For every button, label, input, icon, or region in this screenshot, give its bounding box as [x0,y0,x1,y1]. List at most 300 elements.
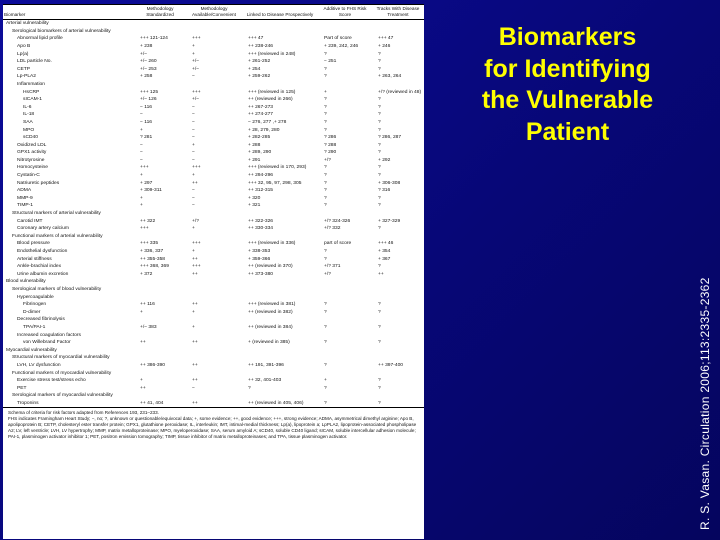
biomarker-cell: Increased coagulation factors [17,332,81,338]
rating-cell: part of score [324,241,352,247]
biomarker-cell: ADMA [17,188,32,194]
rating-cell: + [192,226,195,232]
rating-cell [372,81,424,89]
rating-cell: +/− [140,51,148,57]
rating-cell: + 372 [140,271,153,277]
rating-cell [186,81,242,89]
table-row [3,370,424,378]
header-methodology-standardized: Methodology Standardized [134,5,186,20]
rating-cell [134,332,186,340]
rating-cell: − [192,157,195,163]
rating-cell: − [192,112,195,118]
table-row [3,51,424,59]
rating-cell: ++ 322 [140,218,156,224]
rating-cell: ? [378,385,381,391]
rating-cell: ? [378,264,381,270]
rating-cell: − 276, 277 ,+ 278 [248,119,287,125]
rating-cell [372,278,424,286]
rating-cell: ? [378,340,381,346]
rating-cell: ? [324,362,327,368]
rating-cell: + [140,127,143,133]
rating-cell: + 261-252 [248,59,271,65]
rating-cell: + 291 [248,157,261,163]
rating-cell: ++ (reviewed in 405, 406) [242,400,318,408]
rating-cell: ? [378,59,381,65]
table-row [3,111,424,119]
rating-cell [372,233,424,241]
slide-title [455,22,680,148]
rating-cell: ? [378,51,381,57]
biomarker-cell: MMP-9 [17,195,33,201]
table-row [3,377,424,385]
header-linked-prospectively: Linked to Disease Prospectively [242,5,318,20]
table-row [3,392,424,400]
rating-cell [372,210,424,218]
rating-cell: ? 288 [324,142,337,148]
rating-cell: + (reviewed in 385) [248,340,290,346]
rating-cell: + 320 [248,195,261,201]
biomarker-cell: sCD40 [23,135,38,141]
table-row [3,347,424,355]
rating-cell: − [140,142,143,148]
rating-cell: − [192,195,195,201]
biomarker-cell: SAA [23,119,33,125]
rating-cell: − 116 [140,119,153,125]
title-line: Biomarkers [498,23,637,51]
table-row [3,271,424,279]
table-row [3,202,424,210]
rating-cell: ? [378,127,381,133]
rating-cell: − [140,112,143,118]
rating-cell: +++ 125 [140,89,159,95]
rating-cell: +/? 332 [324,226,341,232]
biomarker-cell: Coronary artery calcium [17,226,69,232]
biomarker-cell: Lp-PLA2 [17,74,37,80]
table-row [3,309,424,317]
rating-cell: +/− [192,97,200,103]
rating-cell: − [192,188,195,194]
rating-cell [242,278,318,286]
biomarker-cell: Apo B [17,43,31,49]
table-row [3,104,424,112]
table-row [3,73,424,81]
rating-cell [318,316,372,324]
rating-cell: +++ 32, 95, 97, 298, 305 [248,180,302,186]
biomarker-cell: Oxidized LDL [17,142,47,148]
title-line: Patient [525,117,610,146]
rating-cell [242,392,318,400]
table-row [3,81,424,89]
rating-cell [372,370,424,378]
footnote: Schema of criteria for risk factors adapted from References 193, 231–233. [8,410,159,416]
table-row [3,28,424,36]
rating-cell [134,316,186,324]
rating-cell [186,20,242,28]
table-row [3,316,424,324]
rating-cell: − [140,150,143,156]
rating-cell [242,28,318,36]
rating-cell: − [192,119,195,125]
rating-cell: +++ (reviewed in 248) [248,51,296,57]
rating-cell: ++ [192,302,198,308]
rating-cell: Part of score [324,36,352,42]
rating-cell: ? [324,66,327,72]
table-row [3,172,424,180]
rating-cell: + 306-308 [378,180,401,186]
table-image [3,4,424,539]
rating-cell: ++ (reviewed in 382) [248,309,293,315]
biomarker-cell: Urine albumin excretion [17,271,69,277]
rating-cell: ++ (reviewed in 266) [248,97,293,103]
rating-cell [318,294,372,302]
rating-cell [242,354,318,362]
rating-cell [242,332,318,340]
biomarker-cell: Lp(a) [17,51,29,57]
table-row [3,240,424,248]
biomarker-cell: Exercise stress test/stress echo [17,378,86,384]
rating-cell: ++ [192,362,198,368]
biomarker-cell: D-dimer [23,309,41,315]
rating-cell: ? [378,203,381,209]
rating-cell [372,347,424,355]
rating-cell: +++ (reviewed in 381) [248,302,296,308]
rating-cell: ? [324,309,327,315]
rating-cell: ? [324,195,327,201]
rating-cell [318,286,372,294]
rating-cell: ? 286 [324,135,337,141]
rating-cell [186,278,242,286]
rating-cell: + [140,378,143,384]
rating-cell: + 28, 279, 280 [248,127,280,133]
table-row [3,119,424,127]
rating-cell: + 338-353 [248,249,271,254]
biomarker-cell: Abnormal lipid profile [17,36,63,42]
table-row [3,195,424,203]
biomarker-cell: Natriuretic peptides [17,180,60,186]
rating-cell: + 309-311 [140,188,162,194]
rating-cell: +++ [192,241,201,247]
table-row [3,20,424,28]
rating-cell [242,370,318,378]
rating-cell: ++ 397-400 [378,362,404,368]
rating-cell [134,28,186,36]
table-row [3,256,424,264]
rating-cell: ? [248,385,251,391]
table-row [3,385,424,393]
rating-cell: +++ 335 [140,241,159,247]
table-row [3,134,424,142]
table-row [3,157,424,165]
rating-cell: +/? 371 [324,264,341,270]
footnote: FHS indicates Framingham Heart Study; −, no; ?, unknown or questionable/equivocal data; +, some evidence; ++, good evidence; +++, strong evidence; ADMA, asymmetrical dimethyl arginine; Apo B, apolipoprotein B; CETP, cholesteryl ester transfer protein; GPX1, glutathione peroxidase; IL, interleukin; IMT, intimal-medial thickness; Lp(a), lipoprotein a; LpPLA2, lipoprotein-associated phospholipase A2; LV, left ventricle; LVH, LV hypertrophy; MMP, matrix metalloproteinase; MPO, myeloperoxidase; SAA, serum amyloid A; sCD40, soluble CD40 ligand; sICAM, soluble intercellular adhesion molecule; PAI-1, plasminogen activator inhibitor 1; PET, positron emission tomography; TIMP, tissue inhibitor of matrix metalloproteinases; and TPA, tissue plasminogen activator. [8,416,417,440]
rating-cell: ? 290 [324,150,337,156]
rating-cell: ++ [378,271,384,277]
rating-cell: ++ [192,256,198,262]
table-row [3,294,424,302]
rating-cell: +/− 260 [140,59,157,65]
rating-cell: +++ [192,165,201,171]
rating-cell: ? [378,195,381,201]
rating-cell [186,294,242,302]
table-row [3,225,424,233]
rating-cell [318,81,372,89]
rating-cell [134,233,186,241]
table-row [3,362,424,370]
rating-cell: ? [372,400,424,408]
biomarker-cell: Decreased fibrinolysis [17,317,65,323]
rating-cell [134,294,186,302]
rating-cell: ? 286, 287 [378,135,402,141]
rating-cell: ++ (reviewed in 384) [248,324,293,330]
rating-cell: − [192,104,195,110]
rating-cell: + 359-366 [248,256,271,262]
rating-cell: ++ [186,400,242,408]
rating-cell [134,392,186,400]
rating-cell [186,286,242,294]
rating-cell [134,370,186,378]
biomarker-cell: Blood vulnerability [6,279,46,285]
biomarker-cell: Structural markers of arterial vulnerability [12,211,101,217]
rating-cell [318,210,372,218]
rating-cell: + [192,51,195,57]
rating-cell: + 288 [248,142,261,148]
rating-cell: ? [324,74,327,80]
biomarker-cell: Structural markers of myocardial vulnerability [12,355,110,361]
rating-cell: − [192,135,195,141]
table-row [3,149,424,157]
header-additive-fhs: Additive to FHS Risk Score [318,5,372,20]
rating-cell: +/? (reviewed in 48) [378,89,422,95]
header-biomarker: Biomarker [3,5,134,20]
rating-cell: − 116 [140,104,153,110]
rating-cell: ? [378,378,381,384]
rating-cell [134,347,186,355]
citation: R. S. Vasan. Circulation 2006;113:2335-2362 [698,277,712,530]
rating-cell: ++ 116 [140,302,155,308]
rating-cell [372,28,424,36]
biomarker-cell: LVH, LV dysfunction [17,362,61,368]
rating-cell: ? [378,302,381,308]
rating-cell: ? [324,385,327,391]
rating-cell: ++ 238-246 [248,43,274,49]
rating-cell: ++ [140,340,146,346]
biomarker-cell: Myocardial vulnerability [6,347,57,353]
rating-cell: + 297 [140,180,153,186]
rating-cell: ? [324,97,327,103]
title-line: the Vulnerable [481,86,654,114]
rating-cell: ++ 355-358 [140,256,166,262]
rating-cell [242,20,318,28]
biomarker-cell: GPX1 activity [17,150,47,156]
table-row [3,142,424,150]
rating-cell: ++ 330-334 [248,226,274,232]
rating-cell [372,294,424,302]
table-row [3,43,424,51]
rating-cell: +/? [192,218,199,224]
rating-cell: ? [378,150,381,156]
rating-cell [186,392,242,400]
rating-cell: + 239, 242, 246 [324,43,359,49]
rating-cell: ? [324,302,327,308]
table-row [3,89,424,97]
rating-cell: ++ 32, 401-403 [248,378,282,384]
rating-cell: ? [378,112,381,118]
table-row [3,210,424,218]
rating-cell [134,81,186,89]
title-line: for Identifying [484,54,651,83]
rating-cell [372,392,424,400]
rating-cell: + [140,173,143,179]
rating-cell: ++ 267-273 [248,104,274,110]
biomarker-cell: Ankle-brachial index [17,264,62,270]
rating-cell: +++ 121-124 [140,36,168,42]
table-row [3,263,424,271]
rating-cell: +++ [140,226,149,232]
table-row [3,180,424,188]
rating-cell: + 367 [378,256,391,262]
table-body [3,20,424,408]
rating-cell: − [192,74,195,80]
table-row [3,164,424,172]
rating-cell [372,354,424,362]
rating-cell [318,347,372,355]
biomarker-cell: Fibrinogen [23,302,47,308]
rating-cell: + [140,309,143,315]
rating-cell [186,370,242,378]
rating-cell: ++ (reviewed in 370) [248,264,293,270]
biomarker-cell: TPA/PAI-1 [23,324,46,330]
table-row [3,66,424,74]
biomarker-cell: Troponins [3,400,134,408]
rating-cell: ++ [192,271,198,277]
table-row [3,400,424,408]
rating-cell [242,233,318,241]
header-tracks-treatment: Tracks With Disease Treatment [372,5,424,20]
rating-cell: +++ 47 [248,36,264,42]
rating-cell [372,316,424,324]
rating-cell: ++ [140,385,146,391]
rating-cell: +++ [140,165,149,171]
rating-cell: +/− 126 [140,97,157,103]
rating-cell: +/− 383 [140,324,157,330]
biomarker-cell: IL-18 [23,112,35,118]
rating-cell: +/− 253 [140,66,157,72]
rating-cell: +/? [324,271,331,277]
biomarker-cell: Cystatin-C [17,173,40,179]
table-row [3,324,424,332]
rating-cell: + 292 [378,157,391,163]
biomarker-cell: Hypercoagulable [17,294,54,300]
rating-cell [242,286,318,294]
rating-cell: ? [324,112,327,118]
rating-cell: − [192,150,195,156]
rating-cell: + [192,173,195,179]
biomarker-cell: Blood pressure [17,241,50,247]
rating-cell: ? [324,249,327,254]
rating-cell [242,210,318,218]
biomarker-cell: Inflammation [17,81,45,87]
rating-cell [186,354,242,362]
rating-cell: − [192,127,195,133]
biomarker-cell: Serological markers of blood vulnerability [12,286,102,292]
table-row [3,248,424,256]
rating-cell: + [140,203,143,209]
biomarker-cell: Homocysteine [17,165,48,171]
table-row [3,339,424,347]
rating-cell: − [140,157,143,163]
biomarker-cell: Functional markers of myocardial vulnerability [12,370,112,376]
biomarker-cell: sICAM-1 [23,97,43,103]
rating-cell: +++ 46 [378,241,394,247]
rating-cell [242,316,318,324]
rating-cell: +/? 324-326 [324,218,351,224]
biomarker-cell: Carotid IMT [17,218,43,224]
rating-cell [134,278,186,286]
rating-cell: ? [324,104,327,110]
table-row [3,187,424,195]
rating-cell [318,392,372,400]
rating-cell [372,332,424,340]
rating-cell [242,347,318,355]
biomarker-cell: LDL particle No. [17,59,52,65]
table-row [3,332,424,340]
biomarker-cell: TIMP-1 [17,203,34,209]
biomarker-cell: PET [17,385,27,391]
biomarker-cell: Arterial vulnerability [6,21,49,27]
rating-cell: + 282-285 [248,135,271,141]
rating-cell: ++ 373-380 [248,271,274,277]
rating-cell: ? [324,188,327,194]
rating-cell: + 254 [248,66,261,72]
rating-cell: +++ (reviewed in 336) [248,241,296,247]
biomarker-cell: Arterial stiffness [17,256,52,262]
rating-cell: + [192,43,195,49]
rating-cell: + 246 [378,43,391,49]
rating-cell: ? [324,165,327,171]
rating-cell [134,20,186,28]
biomarker-cell: MPO [23,127,35,133]
rating-cell: +++ (reviewed in 170, 293) [248,165,307,171]
rating-cell: ++ 41, 404 [134,400,186,408]
rating-cell: ? [324,119,327,125]
rating-cell: + 321 [248,203,261,209]
rating-cell: + [192,309,195,315]
rating-cell: ++ [192,378,198,384]
rating-cell: ? [324,180,327,186]
table-footnotes [3,408,424,440]
rating-cell: +/− [192,66,200,72]
rating-cell: ? [378,104,381,110]
rating-cell: ? [324,51,327,57]
rating-cell: ? 281 [140,135,153,141]
table-row [3,278,424,286]
rating-cell: ? 316 [378,188,391,194]
rating-cell: +++ [192,36,201,42]
table-row [3,35,424,43]
table-row [3,96,424,104]
biomarker-cell: IL-6 [23,104,32,110]
rating-cell: ? [324,127,327,133]
rating-cell: − [192,203,195,209]
rating-cell: + 354 [378,249,391,254]
rating-cell: ? [318,400,372,408]
rating-cell: − [192,385,195,391]
rating-cell: +++ 47 [378,36,394,42]
rating-cell: ? [378,119,381,125]
rating-cell: + 259-262 [248,74,271,80]
rating-cell: ? [378,226,381,232]
biomarker-cell: von Willebrand Factor [23,340,71,346]
